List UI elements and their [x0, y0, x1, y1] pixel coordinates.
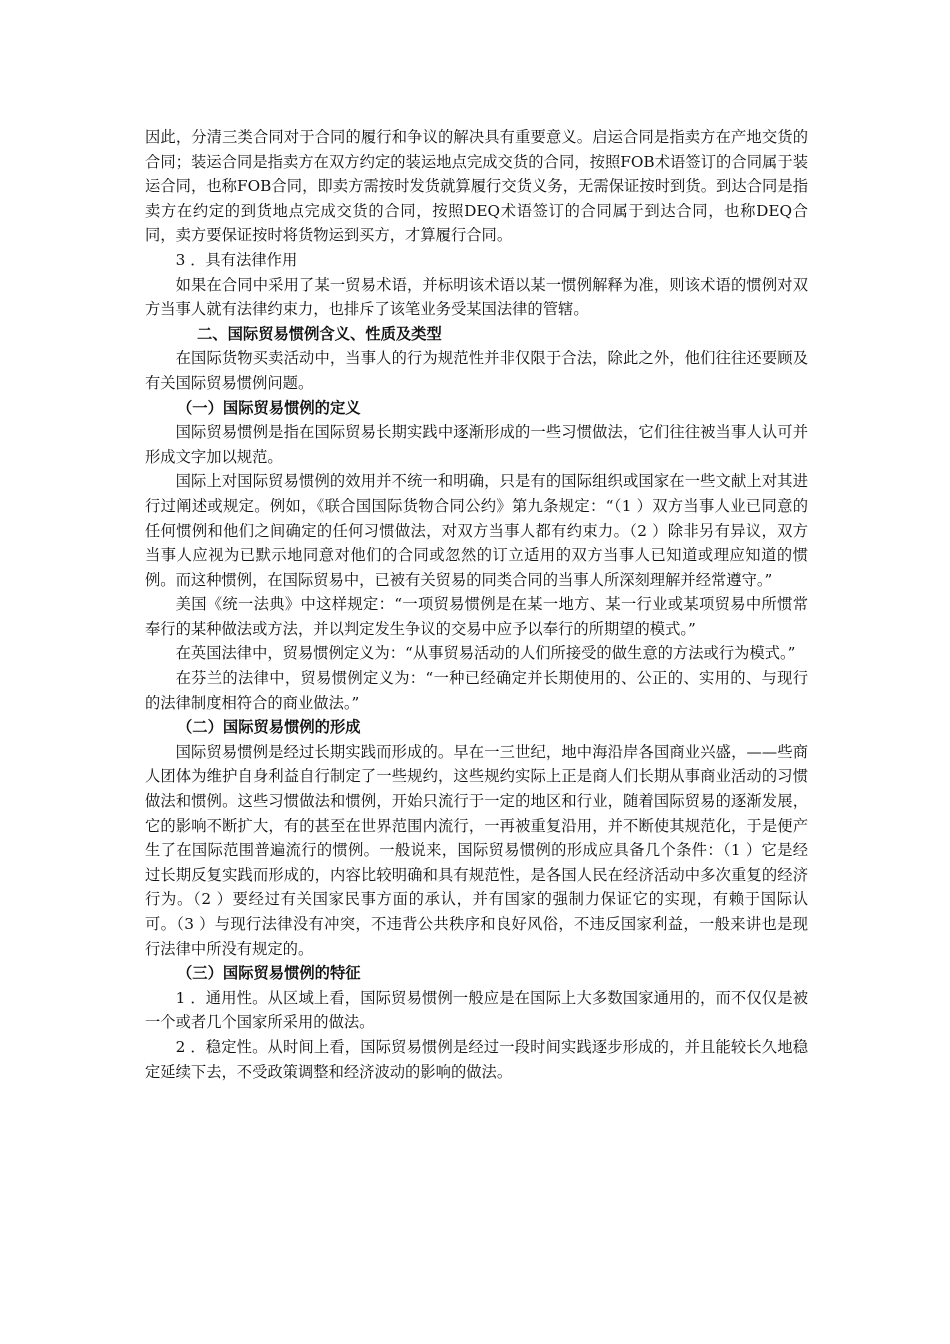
subheading-formation: （二）国际贸易惯例的形成 — [177, 718, 361, 737]
subheading-definition: （一）国际贸易惯例的定义 — [177, 398, 361, 417]
paragraph-stability: 2 ．稳定性。从时间上看，国际贸易惯例是经过一段时间实践逐步形成的，并且能较长久地稳定延续下去，不受政策调整和经济波动的影响的做法。 — [145, 1037, 808, 1081]
paragraph-finland-law: 在芬兰的法律中，贸易惯例定义为：“一种已经确定并长期使用的、公正的、实用的、与现行的法律制度相符合的商业做法。” — [145, 669, 808, 712]
paragraph-us-code: 美国《统一法典》中这样规定：“一项贸易惯例是在某一地方、某一行业或某项贸易中所惯常奉行的某种做法或方法，并以判定发生争议的交易中应予以奉行的所期望的模式。” — [145, 595, 808, 638]
paragraph-definition: 国际贸易惯例是指在国际贸易长期实践中逐渐形成的一些习惯做法，它们往往被当事人认可并形成文字加以规范。 — [145, 423, 808, 466]
paragraph-intro: 在国际货物买卖活动中，当事人的行为规范性并非仅限于合法，除此之外，他们往往还要顾及有关国际贸易惯例问题。 — [145, 349, 808, 392]
item-legal-effect: 3 ．具有法律作用 — [175, 250, 298, 269]
paragraph-uk-law: 在英国法律中，贸易惯例定义为：“从事贸易活动的人们所接受的做生意的方法或行为模式。” — [175, 644, 796, 663]
paragraph-legal-effect: 如果在合同中采用了某一贸易术语，并标明该术语以某一惯例解释为准，则该术语的惯例对双方当事人就有法律约束力，也排斥了该笔业务受某国法律的管辖。 — [145, 275, 808, 319]
paragraph-un-convention: 国际上对国际贸易惯例的效用并不统一和明确，只是有的国际组织或国家在一些文献上对其进行过阐述或规定。例如，《联合国国际货物合同公约》第九条规定：“（1 ）双方当事人业已同意的任何惯例和他们之间确定的任何习惯做法，对双方当事人都有约束力。（2 ）除非另有异议，双方当事人应视为已默示地同意对他们的合同或忽然的订立适用的双方当事人已知道或理应知道的惯例。而这种惯例，在国际贸易中，已被有关贸易的同类合同的当事人所深刻理解并经常遵守。” — [145, 472, 808, 589]
document-page — [145, 125, 808, 1084]
subheading-features: （三）国际贸易惯例的特征 — [177, 964, 361, 983]
section-heading-2: 二、国际贸易惯例含义、性质及类型 — [197, 324, 442, 343]
paragraph-universality: 1 ．通用性。从区域上看，国际贸易惯例一般应是在国际上大多数国家通用的，而不仅仅是被一个或者几个国家所采用的做法。 — [145, 988, 808, 1032]
paragraph-formation: 国际贸易惯例是经过长期实践而形成的。早在一三世纪，地中海沿岸各国商业兴盛，——些商人团体为维护自身利益自行制定了一些规约，这些规约实际上正是商人们长期从事商业活动的习惯做法和惯例。这些习惯做法和惯例，开始只流行于一定的地区和行业，随着国际贸易的逐渐发展，它的影响不断扩大，有的甚至在世界范围内流行，一再被重复沿用，并不断使其规范化，于是便产生了在国际范围普遍流行的惯例。一般说来，国际贸易惯例的形成应具备几个条件：（1 ）它是经过长期反复实践而形成的，内容比较明确和具有规范性，是各国人民在经济活动中多次重复的经济行为。（2 ）要经过有关国家民事方面的承认，并有国家的强制力保证它的实现，有赖于国际认可。（3 ）与现行法律没有冲突，不违背公共秩序和良好风俗，不违反国家利益，一般来讲也是现行法律中所没有规定的。 — [145, 742, 808, 958]
paragraph-contract-types: 因此，分清三类合同对于合同的履行和争议的解决具有重要意义。启运合同是指卖方在产地交货的合同；装运合同是指卖方在双方约定的装运地点完成交货的合同，按照FOB术语签订的合同属于装运合同，也称FOB合同，即卖方需按时发货就算履行交货义务，无需保证按时到货。到达合同是指卖方在约定的到货地点完成交货的合同，按照DEQ术语签订的合同属于到达合同，也称DEQ合同，卖方要保证按时将货物运到买方，才算履行合同。 — [145, 128, 808, 245]
